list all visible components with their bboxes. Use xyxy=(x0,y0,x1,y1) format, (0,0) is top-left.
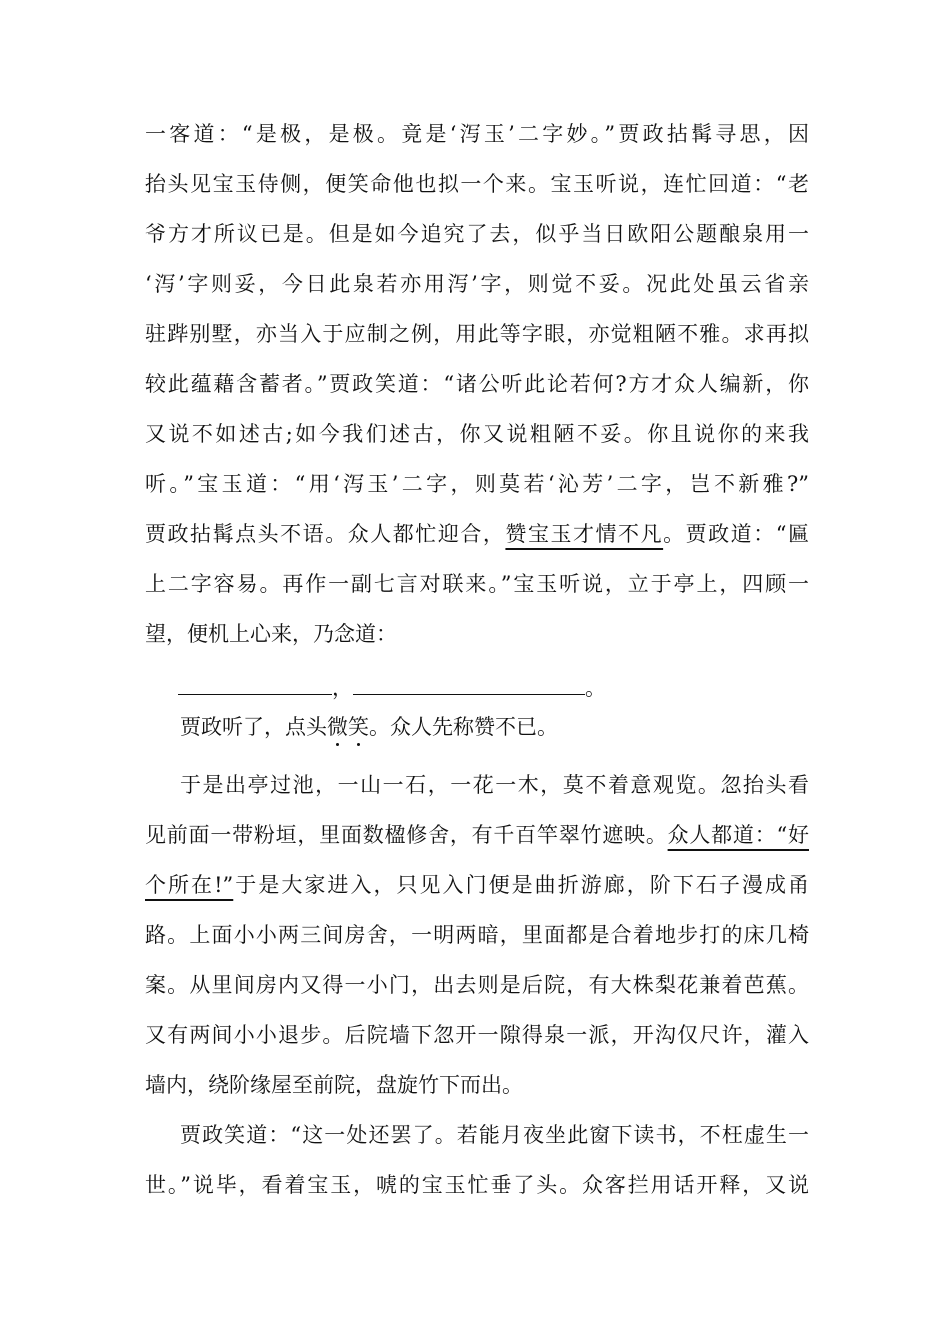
text-run: 。贾政道：“匾 xyxy=(663,522,810,546)
emphasis-dot-char: 笑 xyxy=(348,715,369,739)
text-line: 又有两间小小退步。后院墙下忽开一隙得泉一派，开沟仅尺许，灌入 xyxy=(145,1023,809,1047)
blank-separator: ， xyxy=(332,676,353,700)
text-line: 墙内，绕阶缘屋至前院，盘旋竹下而出。 xyxy=(145,1073,523,1097)
underlined-phrase: 赞宝玉才情不凡 xyxy=(505,522,664,546)
couplet-blank-line xyxy=(178,672,809,702)
text-line xyxy=(145,820,809,850)
underlined-phrase: 个所在!” xyxy=(145,873,234,897)
text-run: 贾政拈髯点头不语。众人都忙迎合， xyxy=(145,522,506,546)
answer-blank-2 xyxy=(353,672,585,695)
text-line xyxy=(145,870,809,900)
text-line: 案。从里间房内又得一小门，出去则是后院，有大株梨花兼着芭蕉。 xyxy=(145,973,809,997)
text-run: 于是大家进入，只见入门便是曲折游廊，阶下石子漫成甬 xyxy=(233,873,809,897)
blank-separator: 。 xyxy=(585,676,606,700)
text-line: 路。上面小小两三间房舍，一明两暗，里面都是合着地步打的床几椅 xyxy=(145,923,809,947)
text-line: 上二字容易。再作一副七言对联来。”宝玉听说，立于亭上，四顾一 xyxy=(145,572,809,596)
text-line: 抬头见宝玉侍侧，便笑命他也拟一个来。宝玉听说，连忙回道：“老 xyxy=(145,172,809,196)
text-line: 望，便机上心来，乃念道： xyxy=(145,622,397,646)
emphasis-dot-char: 微 xyxy=(327,715,348,739)
text-line: 贾政笑道：“这一处还罢了。若能月夜坐此窗下读书，不枉虚生一 xyxy=(180,1123,809,1147)
text-line xyxy=(145,519,809,549)
text-line: 爷方才所议已是。但是如今追究了去，似乎当日欧阳公题酿泉用一 xyxy=(145,222,809,246)
text-run: 贾政听了，点头 xyxy=(180,715,327,739)
text-line: 听。”宝玉道：“用‘泻玉’二字，则莫若‘沁芳’二字，岂不新雅?” xyxy=(145,472,809,496)
text-line xyxy=(180,712,809,742)
text-line: 驻跸别墅，亦当入于应制之例，用此等字眼，亦觉粗陋不雅。求再拟 xyxy=(145,322,809,346)
text-run: 。众人先称赞不已。 xyxy=(369,715,558,739)
text-line: ‘泻’字则妥，今日此泉若亦用泻’字，则觉不妥。况此处虽云省亲 xyxy=(145,272,809,296)
text-run: 见前面一带粉垣，里面数楹修舍，有千百竿翠竹遮映。 xyxy=(145,823,668,847)
text-line: 较此蕴藉含蓄者。”贾政笑道：“诸公听此论若何?方才众人编新，你 xyxy=(145,372,809,396)
text-line: 又说不如述古;如今我们述古，你又说粗陋不妥。你且说你的来我 xyxy=(145,422,809,446)
text-line: 世。”说毕，看着宝玉，唬的宝玉忙垂了头。众客拦用话开释，又说 xyxy=(145,1173,809,1197)
text-line: 一客道：“是极，是极。竟是‘泻玉’二字妙。”贾政拈髯寻思，因 xyxy=(145,122,809,146)
text-line: 于是出亭过池，一山一石，一花一木，莫不着意观览。忽抬头看 xyxy=(180,773,809,797)
answer-blank-1 xyxy=(178,672,332,695)
underlined-phrase: 众人都道：“好 xyxy=(667,823,809,847)
